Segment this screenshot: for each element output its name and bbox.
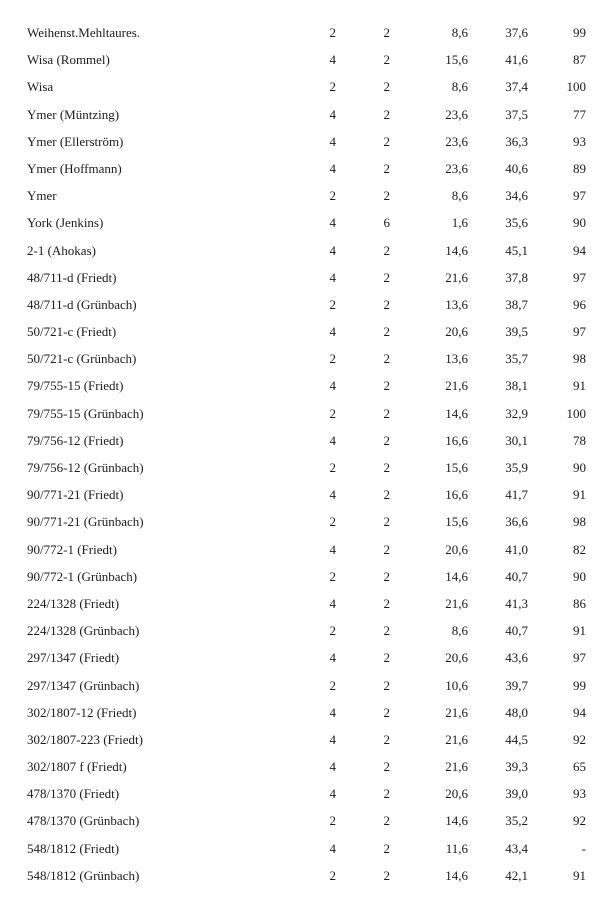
value-col1-cell: 4 <box>329 52 336 68</box>
value-col4-cell: 38,7 <box>505 296 528 312</box>
value-col1-cell: 4 <box>329 541 336 557</box>
value-col2-cell: 2 <box>383 514 390 530</box>
value-col1-cell: 4 <box>329 324 336 340</box>
value-col5-cell: 100 <box>566 405 586 421</box>
value-col5-cell: 99 <box>573 677 586 693</box>
value-col5-cell: 65 <box>573 759 586 775</box>
value-col2-cell: 2 <box>383 568 390 584</box>
value-col5-cell: 90 <box>573 568 586 584</box>
table-row <box>0 209 612 236</box>
value-col2-cell: 2 <box>383 677 390 693</box>
value-col1-cell: 2 <box>329 460 336 475</box>
variety-name-cell: 90/772-1 (Friedt) <box>27 541 117 557</box>
value-col4-cell: 40,7 <box>505 568 528 584</box>
value-col4-cell: 42,1 <box>505 867 528 883</box>
value-col1-cell: 2 <box>329 568 336 584</box>
value-col3-cell: 21,6 <box>445 704 468 720</box>
table-row <box>0 835 612 862</box>
value-col4-cell: 41,0 <box>505 541 528 557</box>
value-col2-cell: 2 <box>383 595 390 611</box>
value-col1-cell: 4 <box>329 840 336 856</box>
table-row <box>0 46 612 73</box>
value-col1-cell: 4 <box>329 759 336 775</box>
value-col3-cell: 14,6 <box>445 405 468 421</box>
table-row <box>0 672 612 699</box>
table-row <box>0 372 612 399</box>
value-col2-cell: 2 <box>383 25 390 40</box>
value-col1-cell: 2 <box>329 405 336 421</box>
value-col2-cell: 2 <box>383 133 390 149</box>
variety-name-cell: 224/1328 (Grünbach) <box>27 623 140 639</box>
value-col5-cell: 98 <box>573 351 586 367</box>
table-row <box>0 481 612 508</box>
value-col5-cell: 96 <box>573 296 586 312</box>
value-col4-cell: 39,3 <box>505 759 528 775</box>
value-col2-cell: 2 <box>383 242 390 258</box>
value-col4-cell: 36,3 <box>505 133 528 149</box>
variety-name-cell: 2-1 (Ahokas) <box>27 242 96 258</box>
value-col3-cell: 8,6 <box>451 623 468 639</box>
value-col2-cell: 2 <box>383 432 390 448</box>
value-col5-cell: 87 <box>573 52 586 68</box>
value-col3-cell: 11,6 <box>445 840 468 856</box>
value-col4-cell: 43,4 <box>505 840 528 856</box>
value-col5-cell: 97 <box>573 650 586 666</box>
value-col5-cell: 94 <box>573 242 586 258</box>
value-col3-cell: 14,6 <box>445 813 468 829</box>
variety-name-cell: 48/711-d (Friedt) <box>27 269 117 285</box>
variety-name-cell: Ymer (Hoffmann) <box>27 160 122 176</box>
table-row <box>0 807 612 834</box>
value-col3-cell: 14,6 <box>445 242 468 258</box>
value-col3-cell: 23,6 <box>445 160 468 176</box>
variety-name-cell: 79/756-12 (Friedt) <box>27 432 124 448</box>
variety-name-cell: York (Jenkins) <box>27 215 104 231</box>
table-row <box>0 563 612 590</box>
value-col4-cell: 41,7 <box>505 487 528 503</box>
value-col2-cell: 2 <box>383 79 390 95</box>
value-col4-cell: 35,7 <box>505 351 528 367</box>
value-col2-cell: 2 <box>383 405 390 421</box>
value-col3-cell: 21,6 <box>445 595 468 611</box>
variety-name-cell: 79/756-12 (Grünbach) <box>27 460 144 475</box>
value-col5-cell: 97 <box>573 324 586 340</box>
table-row <box>0 128 612 155</box>
variety-name-cell: 297/1347 (Grünbach) <box>27 677 140 693</box>
value-col5-cell: - <box>581 840 586 856</box>
value-col5-cell: 92 <box>573 731 586 747</box>
value-col2-cell: 2 <box>383 160 390 176</box>
value-col5-cell: 91 <box>573 867 586 883</box>
table-row <box>0 862 612 889</box>
value-col4-cell: 37,4 <box>505 79 528 95</box>
value-col2-cell: 2 <box>383 867 390 883</box>
value-col3-cell: 13,6 <box>445 296 468 312</box>
variety-name-cell: 478/1370 (Friedt) <box>27 786 120 802</box>
value-col2-cell: 2 <box>383 623 390 639</box>
value-col2-cell: 2 <box>383 52 390 68</box>
value-col5-cell: 100 <box>566 79 586 95</box>
table-row <box>0 182 612 209</box>
value-col2-cell: 2 <box>383 786 390 802</box>
variety-name-cell: 302/1807-12 (Friedt) <box>27 704 137 720</box>
variety-name-cell: 90/771-21 (Grünbach) <box>27 514 144 530</box>
table-row <box>0 508 612 535</box>
value-col2-cell: 2 <box>383 487 390 503</box>
value-col1-cell: 2 <box>329 813 336 829</box>
value-col4-cell: 37,8 <box>505 269 528 285</box>
variety-name-cell: 48/711-d (Grünbach) <box>27 296 137 312</box>
variety-name-cell: Weihenst.Mehltaures. <box>27 25 141 40</box>
table-row <box>0 753 612 780</box>
value-col2-cell: 2 <box>383 731 390 747</box>
table-row <box>0 291 612 318</box>
value-col3-cell: 15,6 <box>445 514 468 530</box>
value-col4-cell: 37,6 <box>505 25 528 40</box>
variety-name-cell: 90/772-1 (Grünbach) <box>27 568 138 584</box>
variety-name-cell: Ymer (Ellerström) <box>27 133 124 149</box>
value-col5-cell: 89 <box>573 160 586 176</box>
data-table <box>0 19 612 889</box>
value-col3-cell: 8,6 <box>451 188 468 204</box>
value-col1-cell: 4 <box>329 106 336 122</box>
value-col1-cell: 4 <box>329 487 336 503</box>
value-col5-cell: 91 <box>573 623 586 639</box>
variety-name-cell: Wisa <box>27 79 54 95</box>
value-col1-cell: 2 <box>329 188 336 204</box>
value-col1-cell: 2 <box>329 25 336 40</box>
variety-name-cell: 548/1812 (Friedt) <box>27 840 120 856</box>
value-col5-cell: 98 <box>573 514 586 530</box>
variety-name-cell: 50/721-c (Friedt) <box>27 324 117 340</box>
value-col3-cell: 13,6 <box>445 351 468 367</box>
value-col4-cell: 39,5 <box>505 324 528 340</box>
value-col2-cell: 2 <box>383 541 390 557</box>
table-row <box>0 345 612 372</box>
value-col5-cell: 94 <box>573 704 586 720</box>
value-col4-cell: 32,9 <box>505 405 528 421</box>
value-col4-cell: 41,6 <box>505 52 528 68</box>
table-row <box>0 617 612 644</box>
value-col2-cell: 2 <box>383 296 390 312</box>
value-col5-cell: 91 <box>573 487 586 503</box>
value-col1-cell: 4 <box>329 242 336 258</box>
value-col1-cell: 2 <box>329 296 336 312</box>
value-col1-cell: 4 <box>329 650 336 666</box>
variety-name-cell: 478/1370 (Grünbach) <box>27 813 140 829</box>
value-col4-cell: 37,5 <box>505 106 528 122</box>
value-col4-cell: 39,0 <box>505 786 528 802</box>
value-col5-cell: 90 <box>573 215 586 231</box>
value-col3-cell: 8,6 <box>451 25 468 40</box>
value-col3-cell: 23,6 <box>445 133 468 149</box>
value-col3-cell: 21,6 <box>445 378 468 394</box>
value-col4-cell: 35,6 <box>505 215 528 231</box>
value-col5-cell: 99 <box>573 25 586 40</box>
value-col1-cell: 4 <box>329 704 336 720</box>
table-row <box>0 644 612 671</box>
value-col1-cell: 4 <box>329 160 336 176</box>
value-col5-cell: 77 <box>573 106 586 122</box>
value-col1-cell: 2 <box>329 79 336 95</box>
value-col3-cell: 10,6 <box>445 677 468 693</box>
table-row <box>0 155 612 182</box>
value-col3-cell: 21,6 <box>445 269 468 285</box>
value-col2-cell: 2 <box>383 650 390 666</box>
value-col1-cell: 2 <box>329 623 336 639</box>
value-col2-cell: 2 <box>383 840 390 856</box>
value-col1-cell: 4 <box>329 595 336 611</box>
table-row <box>0 427 612 454</box>
value-col3-cell: 16,6 <box>445 487 468 503</box>
variety-name-cell: Ymer <box>27 188 57 204</box>
value-col1-cell: 2 <box>329 677 336 693</box>
value-col2-cell: 2 <box>383 269 390 285</box>
variety-name-cell: 224/1328 (Friedt) <box>27 595 120 611</box>
value-col3-cell: 23,6 <box>445 106 468 122</box>
value-col4-cell: 41,3 <box>505 595 528 611</box>
value-col3-cell: 20,6 <box>445 786 468 802</box>
value-col5-cell: 86 <box>573 595 586 611</box>
variety-name-cell: 79/755-15 (Friedt) <box>27 378 124 394</box>
value-col1-cell: 2 <box>329 867 336 883</box>
table-row <box>0 73 612 100</box>
value-col3-cell: 15,6 <box>445 460 468 475</box>
value-col5-cell: 93 <box>573 786 586 802</box>
value-col2-cell: 2 <box>383 460 390 475</box>
value-col3-cell: 14,6 <box>445 568 468 584</box>
value-col4-cell: 45,1 <box>505 242 528 258</box>
value-col1-cell: 2 <box>329 514 336 530</box>
variety-name-cell: 302/1807 f (Friedt) <box>27 759 127 775</box>
value-col5-cell: 78 <box>573 432 586 448</box>
value-col4-cell: 39,7 <box>505 677 528 693</box>
value-col5-cell: 97 <box>573 269 586 285</box>
value-col5-cell: 97 <box>573 188 586 204</box>
value-col2-cell: 2 <box>383 351 390 367</box>
variety-name-cell: Wisa (Rommel) <box>27 52 110 68</box>
value-col2-cell: 2 <box>383 188 390 204</box>
value-col3-cell: 15,6 <box>445 52 468 68</box>
table-row <box>0 536 612 563</box>
table-row <box>0 590 612 617</box>
value-col3-cell: 21,6 <box>445 759 468 775</box>
value-col4-cell: 35,9 <box>505 460 528 475</box>
value-col2-cell: 6 <box>383 215 390 231</box>
value-col4-cell: 48,0 <box>505 704 528 720</box>
value-col5-cell: 82 <box>573 541 586 557</box>
value-col1-cell: 4 <box>329 786 336 802</box>
value-col2-cell: 2 <box>383 324 390 340</box>
value-col3-cell: 16,6 <box>445 432 468 448</box>
value-col1-cell: 4 <box>329 133 336 149</box>
value-col3-cell: 14,6 <box>445 867 468 883</box>
table-row <box>0 237 612 264</box>
table-row <box>0 318 612 345</box>
table-row <box>0 19 612 46</box>
value-col2-cell: 2 <box>383 106 390 122</box>
value-col4-cell: 44,5 <box>505 731 528 747</box>
value-col4-cell: 43,6 <box>505 650 528 666</box>
value-col2-cell: 2 <box>383 378 390 394</box>
value-col2-cell: 2 <box>383 759 390 775</box>
table-row <box>0 726 612 753</box>
table-row <box>0 264 612 291</box>
value-col1-cell: 4 <box>329 432 336 448</box>
value-col3-cell: 21,6 <box>445 731 468 747</box>
value-col4-cell: 30,1 <box>505 432 528 448</box>
variety-name-cell: 90/771-21 (Friedt) <box>27 487 124 503</box>
table-row <box>0 101 612 128</box>
variety-name-cell: 302/1807-223 (Friedt) <box>27 731 143 747</box>
value-col4-cell: 38,1 <box>505 378 528 394</box>
value-col1-cell: 4 <box>329 215 336 231</box>
value-col4-cell: 34,6 <box>505 188 528 204</box>
value-col1-cell: 4 <box>329 269 336 285</box>
value-col4-cell: 40,7 <box>505 623 528 639</box>
value-col2-cell: 2 <box>383 704 390 720</box>
value-col2-cell: 2 <box>383 813 390 829</box>
value-col1-cell: 4 <box>329 731 336 747</box>
value-col5-cell: 92 <box>573 813 586 829</box>
value-col4-cell: 35,2 <box>505 813 528 829</box>
value-col3-cell: 1,6 <box>451 215 468 231</box>
value-col5-cell: 93 <box>573 133 586 149</box>
value-col3-cell: 8,6 <box>451 79 468 95</box>
value-col5-cell: 90 <box>573 460 586 475</box>
variety-name-cell: 297/1347 (Friedt) <box>27 650 120 666</box>
value-col4-cell: 40,6 <box>505 160 528 176</box>
variety-name-cell: Ymer (Müntzing) <box>27 106 120 122</box>
value-col1-cell: 2 <box>329 351 336 367</box>
value-col3-cell: 20,6 <box>445 650 468 666</box>
table-row <box>0 454 612 481</box>
variety-name-cell: 79/755-15 (Grünbach) <box>27 405 144 421</box>
variety-name-cell: 548/1812 (Grünbach) <box>27 867 140 883</box>
table-row <box>0 400 612 427</box>
table-row <box>0 780 612 807</box>
value-col5-cell: 91 <box>573 378 586 394</box>
table-row <box>0 699 612 726</box>
value-col1-cell: 4 <box>329 378 336 394</box>
value-col3-cell: 20,6 <box>445 324 468 340</box>
variety-name-cell: 50/721-c (Grünbach) <box>27 351 137 367</box>
value-col4-cell: 36,6 <box>505 514 528 530</box>
value-col3-cell: 20,6 <box>445 541 468 557</box>
